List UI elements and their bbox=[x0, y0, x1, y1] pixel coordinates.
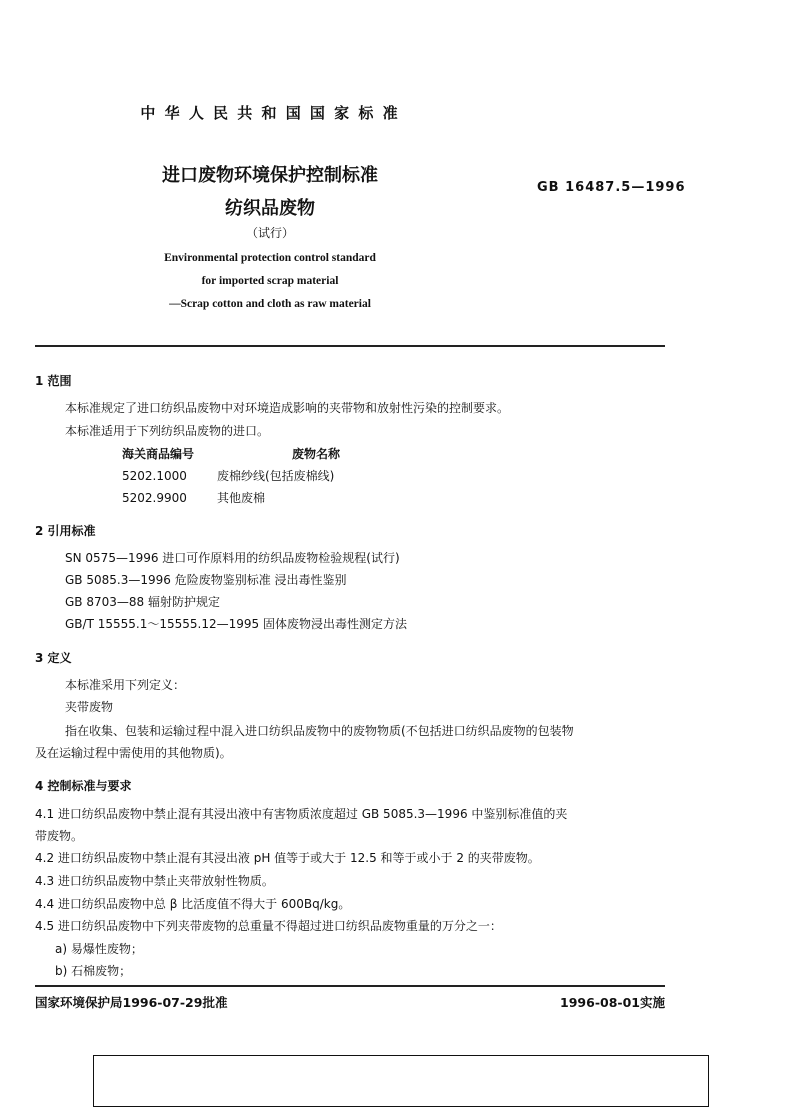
english-title-line: Environmental protection control standard bbox=[164, 252, 376, 264]
clause: 4.5 进口纺织品废物中下列夹带废物的总重量不得超过进口纺织品废物重量的万分之一： bbox=[35, 919, 502, 933]
standard-code: GB 16487.5—1996 bbox=[537, 180, 686, 195]
clause: 4.4 进口纺织品废物中总 β 比活度值不得大于 600Bq/kg。 bbox=[35, 897, 351, 911]
clause: 4.1 进口纺织品废物中禁止混有其浸出液中有害物质浓度超过 GB 5085.3—1996 中鉴别标准值的夹 bbox=[35, 807, 568, 821]
section-heading: 1 范围 bbox=[35, 374, 72, 388]
english-title-line: for imported scrap material bbox=[201, 275, 339, 287]
term: 夹带废物 bbox=[65, 700, 114, 714]
section-heading: 4 控制标准与要求 bbox=[35, 779, 132, 793]
reference-item: SN 0575—1996 进口可作原料用的纺织品废物检验规程(试行) bbox=[65, 551, 400, 565]
footer-divider bbox=[35, 985, 665, 987]
header-divider bbox=[35, 345, 665, 347]
effective-date: 1996-08-01实施 bbox=[560, 995, 665, 1010]
english-title-line: —Scrap cotton and cloth as raw material bbox=[169, 298, 371, 310]
national-standard-label: 中 华 人 民 共 和 国 国 家 标 准 bbox=[140, 104, 400, 122]
document-subtitle: 纺织品废物 bbox=[225, 198, 315, 219]
paragraph: 本标准采用下列定义： bbox=[65, 678, 186, 692]
table-header: 海关商品编号 bbox=[122, 447, 195, 461]
section-heading: 2 引用标准 bbox=[35, 524, 96, 538]
clause: 4.2 进口纺织品废物中禁止混有其浸出液 pH 值等于或大于 12.5 和等于或小于 2 的夹带废物。 bbox=[35, 851, 540, 865]
table-cell: 其他废棉 bbox=[217, 491, 266, 505]
document-title: 进口废物环境保护控制标准 bbox=[162, 165, 378, 186]
list-item: b) 石棉废物； bbox=[55, 964, 132, 978]
table-cell: 废棉纱线(包括废棉线) bbox=[217, 469, 335, 483]
paragraph: 及在运输过程中需使用的其他物质)。 bbox=[35, 746, 232, 760]
clause: 4.3 进口纺织品废物中禁止夹带放射性物质。 bbox=[35, 874, 274, 888]
table-header: 废物名称 bbox=[292, 447, 341, 461]
table-cell: 5202.9900 bbox=[122, 491, 187, 505]
trial-label: （试行） bbox=[245, 226, 294, 240]
paragraph: 指在收集、包装和运输过程中混入进口纺织品废物中的废物物质(不包括进口纺织品废物的包装物 bbox=[65, 724, 574, 738]
approval-date: 国家环境保护局1996-07-29批准 bbox=[35, 995, 228, 1010]
clause: 带废物。 bbox=[35, 829, 84, 843]
reference-item: GB/T 15555.1～15555.12—1995 固体废物浸出毒性测定方法 bbox=[65, 617, 407, 631]
paragraph: 本标准适用于下列纺织品废物的进口。 bbox=[65, 424, 270, 438]
bottom-frame-box bbox=[93, 1055, 709, 1107]
list-item: a) 易爆性废物； bbox=[55, 942, 143, 956]
reference-item: GB 8703—88 辐射防护规定 bbox=[65, 595, 220, 609]
reference-item: GB 5085.3—1996 危险废物鉴别标准 浸出毒性鉴别 bbox=[65, 573, 347, 587]
table-cell: 5202.1000 bbox=[122, 469, 187, 483]
paragraph: 本标准规定了进口纺织品废物中对环境造成影响的夹带物和放射性污染的控制要求。 bbox=[65, 401, 510, 415]
section-heading: 3 定义 bbox=[35, 651, 72, 665]
